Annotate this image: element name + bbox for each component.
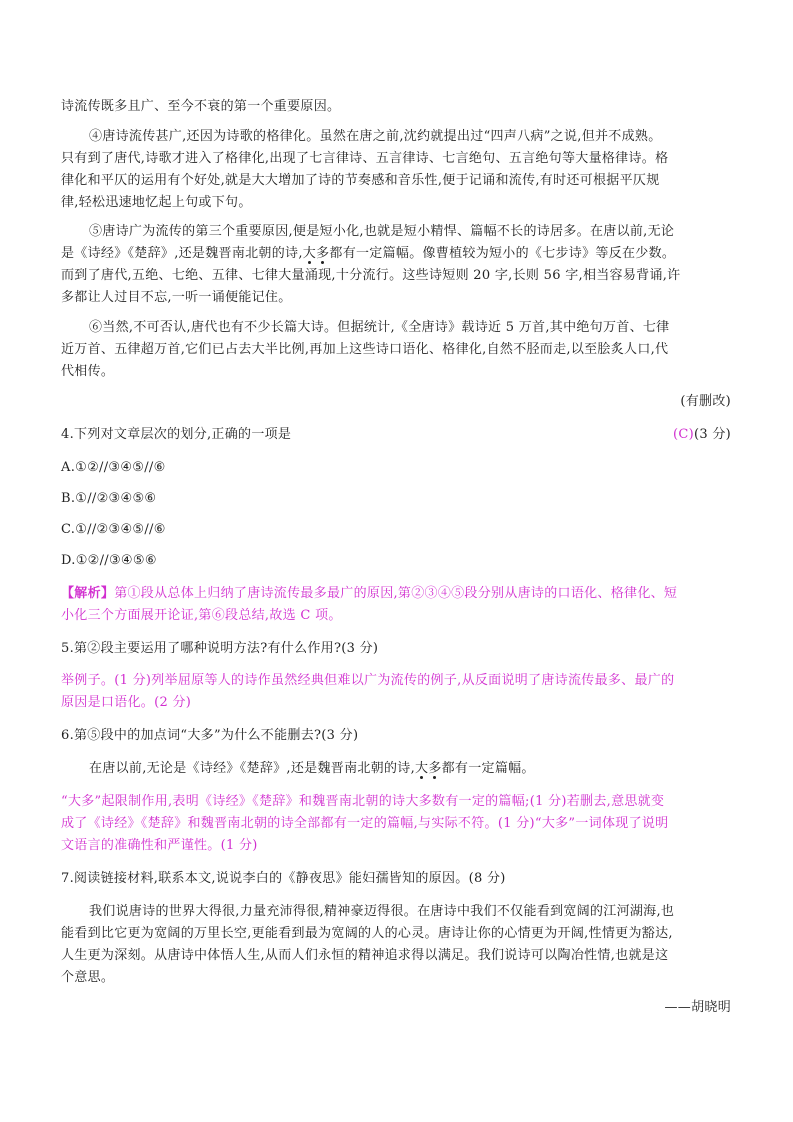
q4-answer: (C) — [672, 427, 694, 442]
passage-p6-line: 代相传。 — [61, 364, 115, 379]
passage-p4-line: ④唐诗流传甚广,还因为诗歌的格律化。虽然在唐之前,沈约就提出过“四声八病”之说,但并不成熟。 — [89, 129, 662, 144]
q7-material-line: 人生更为深刻。从唐诗中体悟人生,从而人们永恒的精神追求得以满足。我们说诗可以陶冶性情,也就是这 — [61, 948, 669, 963]
q7-material-line: 个意思。 — [61, 970, 115, 985]
q6-answer-line: “大多”起限制作用,表明《诗经》《楚辞》和魏晋南北朝的诗大多数有一定的篇幅;(1 分)若删去,意思就变 — [61, 794, 665, 809]
text: 在唐以前,无论是《诗经》《楚辞》,还是魏晋南北朝的诗, — [89, 761, 415, 776]
passage-p5-line — [61, 243, 731, 265]
passage-p5-line: 多都让人过目不忘,一听一诵便能记住。 — [61, 290, 292, 305]
text: 都有一定篇幅。像曹植较为短小的《七步诗》等反在少数。 — [329, 246, 676, 261]
q4-option-c: C.①//②③④⑤//⑥ — [61, 522, 166, 537]
q4-score: (3 分) — [693, 427, 731, 442]
passage-p4-line: 只有到了唐代,诗歌才进入了格律化,出现了七言律诗、五言律诗、七言绝句、五言绝句等大量格律诗。格 — [61, 151, 669, 166]
emphasis-dot-char: 大 — [302, 246, 317, 261]
passage-p6-line: 近万首、五律超万首,它们已占去大半比例,再加上这些诗口语化、格律化,自然不胫而走,以至脍炙人口,代 — [61, 342, 669, 357]
q7-material-line: 能看到比它更为宽阔的万里长空,更能看到最为宽阔的人的心灵。唐诗让你的心情更为开阔,性情更为豁达, — [61, 926, 673, 941]
passage-p5-line: 而到了唐代,五绝、七绝、五律、七律大量涌现,十分流行。这些诗短则 20 字,长则 56 字,相当容易背诵,许 — [61, 268, 681, 283]
q4-stem: 4.下列对文章层次的划分,正确的一项是 — [61, 427, 292, 442]
emphasis-dot-char: 大 — [415, 761, 429, 776]
passage-p4-line: 律,轻松迅速地忆起上句或下句。 — [61, 195, 252, 210]
q5-answer-line: 举例子。(1 分)列举屈原等人的诗作虽然经典但难以广为流传的例子,从反面说明了唐诗流传最多、最广的 — [61, 673, 675, 688]
q4-option-d: D.①②//③④⑤⑥ — [61, 553, 157, 568]
q4-option-b: B.①//②③④⑤⑥ — [61, 491, 157, 506]
analysis-label: 【解析】 — [61, 586, 115, 601]
passage-p5-line: ⑤唐诗广为流传的第三个重要原因,便是短小化,也就是短小精悍、篇幅不长的诗居多。在唐以前,无论 — [89, 224, 675, 239]
q6-quote — [89, 758, 759, 780]
emphasis-dot-char: 多 — [428, 761, 442, 776]
q4-option-a: A.①②//③④⑤//⑥ — [61, 460, 166, 475]
q7-author: ——胡晓明 — [664, 1000, 731, 1015]
q5-answer-line: 原因是口语化。(2 分) — [61, 695, 192, 710]
q6-answer-line: 文语言的准确性和严谨性。(1 分) — [61, 838, 258, 853]
q7-stem: 7.阅读链接材料,联系本文,说说李白的《静夜思》能妇孺皆知的原因。(8 分) — [61, 871, 506, 886]
analysis-text: 第①段从总体上归纳了唐诗流传最多最广的原因,第②③④⑤段分别从唐诗的口语化、格律化、短 — [114, 586, 678, 601]
text: 是《诗经》《楚辞》,还是魏晋南北朝的诗, — [61, 246, 303, 261]
source-note: (有删改) — [680, 394, 731, 409]
q5-stem: 5.第②段主要运用了哪种说明方法?有什么作用?(3 分) — [61, 641, 379, 656]
q6-answer-line: 成了《诗经》《楚辞》和魏晋南北朝的诗全部都有一定的篇幅,与实际不符。(1 分)“大多”一词体现了说明 — [61, 816, 669, 831]
q6-stem: 6.第⑤段中的加点词“大多”为什么不能删去?(3 分) — [61, 728, 359, 743]
passage-p3-tail: 诗流传既多且广、至今不衰的第一个重要原因。 — [61, 99, 341, 114]
q4-answer-score — [61, 424, 731, 446]
q4-analysis — [61, 583, 731, 605]
passage-p6-line: ⑥当然,不可否认,唐代也有不少长篇大诗。但据统计,《全唐诗》载诗近 5 万首,其中绝句万首、七律 — [89, 320, 670, 335]
passage-p4-line: 律化和平仄的运用有个好处,就是大大增加了诗的节奏感和音乐性,便于记诵和流传,有时还可根据平仄规 — [61, 173, 660, 188]
q7-material-line: 我们说唐诗的世界大得很,力量充沛得很,精神豪迈得很。在唐诗中我们不仅能看到宽阔的江河湖海,也 — [89, 904, 675, 919]
text: 都有一定篇幅。 — [441, 761, 535, 776]
q4-analysis-line2: 小化三个方面展开论证,第⑥段总结,故选 C 项。 — [61, 608, 342, 623]
emphasis-dot-char: 多 — [316, 246, 330, 261]
